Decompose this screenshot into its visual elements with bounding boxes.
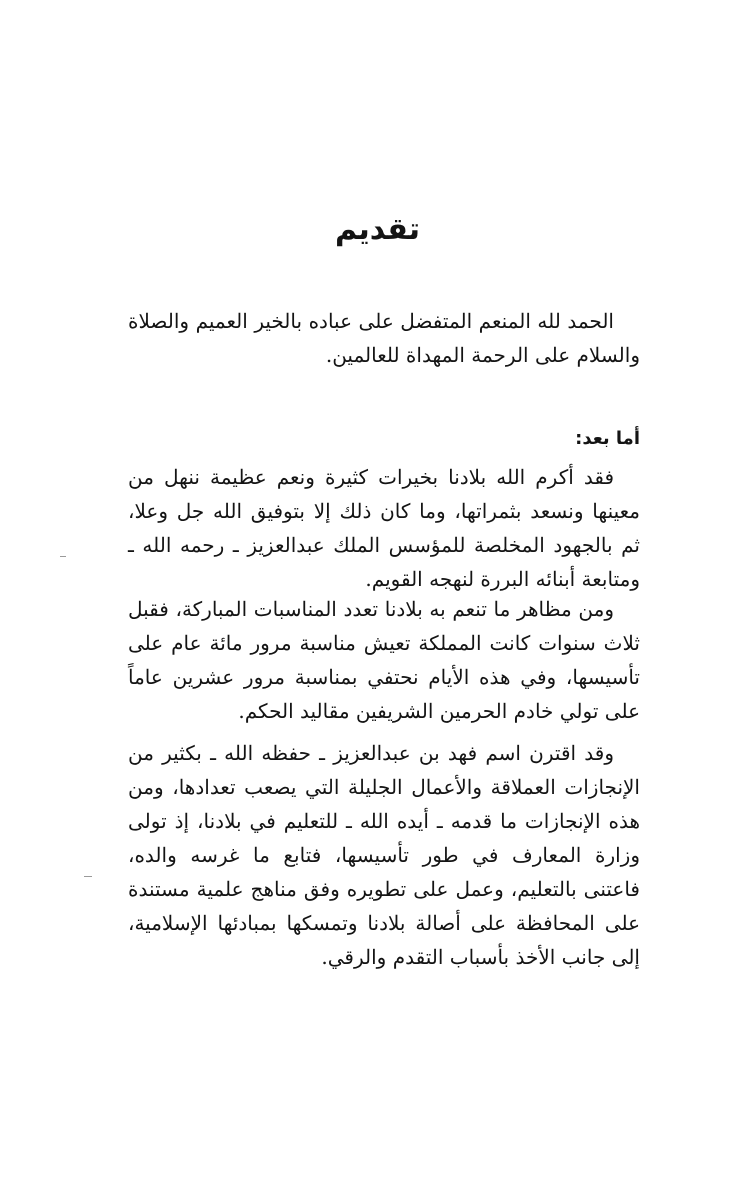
body-paragraph-3: وقد اقترن اسم فهد بن عبدالعزيز ـ حفظه الله ـ بكثير من الإنجازات العملاقة والأعمال الجليلة التي يصعب تعدادها، ومن هذه الإنجازات ما قدمه ـ أيده الله ـ للتعليم في بلادنا، إذ تولى وزارة المعارف في طور تأسيسها، فتابع ما غرسه والده، فاعتنى بالتعليم، وعمل على تطويره وفق مناهج علمية مستندة على المحافظة على أصالة بلادنا وتمسكها بمبادئها الإسلامية، إلى جانب الأخذ بأسباب التقدم والرقي.	[128, 741, 640, 969]
body-paragraph-1: فقد أكرم الله بلادنا بخيرات كثيرة ونعم عظيمة ننهل من معينها ونسعد بثمراتها، وما كان ذلك إلا بتوفيق الله جل وعلا، ثم بالجهود المخلصة للمؤسس الملك عبدالعزيز ـ رحمه الله ـ ومتابعة أبنائه البررة لنهجه القويم.	[128, 465, 640, 591]
scan-speck	[84, 876, 92, 877]
body-paragraph-2: ومن مظاهر ما تنعم به بلادنا تعدد المناسبات المباركة، فقبل ثلاث سنوات كانت المملكة تعيش مناسبة مرور مائة عام على تأسيسها، وفي هذه الأيام نحتفي بمناسبة مرور عشرين عاماً على تولي خادم الحرمين الشريفين مقاليد الحكم.	[128, 597, 640, 723]
intro-paragraph: الحمد لله المنعم المتفضل على عباده بالخير العميم والصلاة والسلام على الرحمة المهداة للعالمين.	[128, 309, 640, 367]
scan-speck	[60, 556, 66, 557]
section-heading: أما بعد:	[575, 428, 640, 449]
page-title: تقديم	[335, 212, 420, 247]
